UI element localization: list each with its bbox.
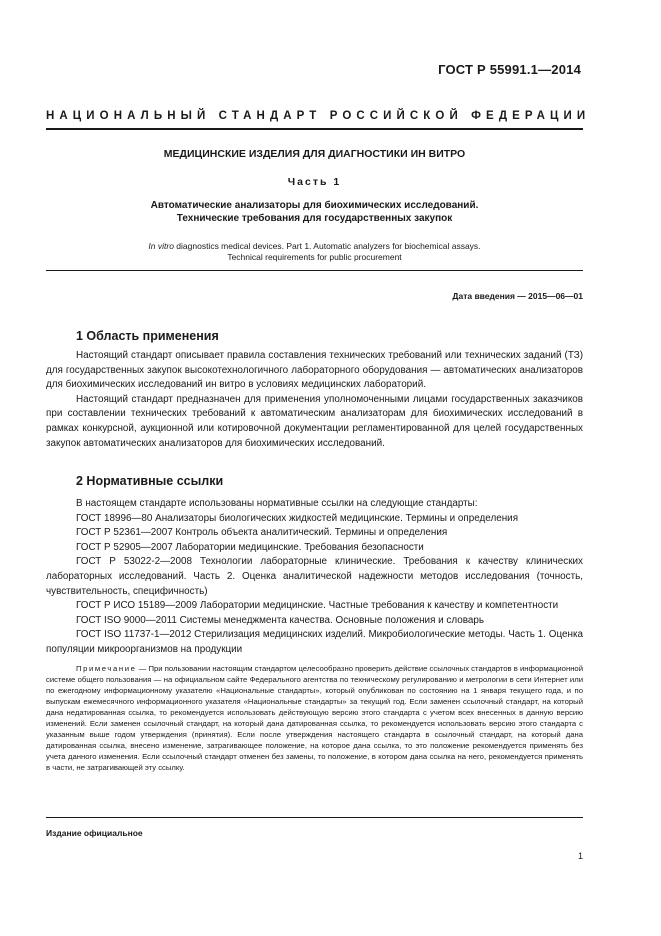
reference-note [46, 663, 583, 773]
normative-reference: ГОСТ Р 53022-2—2008 Технологии лабораторные клинические. Требования к качеству клинических лабораторных исследований. Часть 2. Оценка аналитической надежности методов исследования (точность, чувствительность, специфичность) [46, 556, 583, 597]
section-1-paragraph: Настоящий стандарт описывает правила составления технических требований или технических заданий (ТЗ) для государственных закупок высокотехнологичного лабораторного оборудования — автоматических анализаторов для биохимических исследований ин витро в условиях медицинских лабораторий. [46, 350, 583, 391]
section-1-heading: 1 Область применения [76, 329, 219, 343]
header-divider [46, 128, 583, 130]
title-divider [46, 270, 583, 271]
normative-reference: ГОСТ Р 52361—2007 Контроль объекта аналитический. Термины и определения [76, 527, 448, 539]
part-label: Часть 1 [287, 176, 342, 188]
normative-reference: ГОСТ ISO 11737-1—2012 Стерилизация медицинских изделий. Микробиологические методы. Часть 1. Оценка популяции микроорганизмов на продукции [46, 629, 583, 655]
normative-reference: ГОСТ Р ИСО 15189—2009 Лаборатории медицинские. Частные требования к качеству и компетентности [76, 600, 559, 612]
english-title-italic: In vitro [148, 241, 174, 251]
section-2-intro: В настоящем стандарте использованы нормативные ссылки на следующие стандарты: [76, 498, 478, 509]
subtitle-line-2: Технические требования для государственных закупок [176, 213, 453, 224]
english-title-line-1-rest: diagnostics medical devices. Part 1. Automatic analyzers for biochemical assays. [173, 241, 481, 251]
english-title-line-2: Technical requirements for public procurement [227, 252, 402, 262]
note-text: — При пользовании настоящим стандартом целесообразно проверить действие ссылочных стандартов в информационной системе общего пользования — на официальном сайте Федерального агентства по техническому регулированию и метрологии в сети Интернет или по ежегодному информационному указателю «Национальные стандарты», который опубликован по состоянию на 1 января текущего года, и по выпускам ежемесячного информационного указателя «Национальные стандарты» за текущий год. Если заменен ссылочный стандарт, на который дана недатированная ссылка, то рекомендуется использовать действующую версию этого стандарта с учетом всех внесенных в данную версию изменений. Если заменен ссылочный стандарт, на который дана датированная ссылка, то рекомендуется использовать версию этого стандарта с указанным выше годом утверждения (принятия). Если после утверждения настоящего стандарта в ссылочный стандарт, на который дана датированная ссылка, внесено изменение, затрагивающее положение, на которое дана ссылка, то это положение рекомендуется применять без учета данного изменения. Если ссылочный стандарт отменен без замены, то положение, в котором дана ссылка на него, рекомендуется применять в части, не затрагивающей эту ссылку. [46, 664, 584, 772]
official-edition-label: Издание официальное [46, 828, 143, 838]
normative-reference: ГОСТ 18996—80 Анализаторы биологических жидкостей медицинские. Термины и определения [76, 512, 519, 524]
normative-reference: ГОСТ Р 52905—2007 Лаборатории медицинские. Требования безопасности [76, 541, 424, 553]
note-label: Примечание [76, 664, 137, 673]
document-subtitle [46, 199, 583, 225]
english-title [46, 241, 583, 263]
section-1-paragraph: Настоящий стандарт предназначен для применения уполномоченными лицами государственных заказчиков при составлении технических требований к автоматическим анализаторам для биохимических исследований в рамках конкурсной, аукционной или котировочной документации регламентированной для целей государственных закупок автоматических анализаторов для биохимических исследований. [46, 393, 583, 449]
national-standard-banner: НАЦИОНАЛЬНЫЙ СТАНДАРТ РОССИЙСКОЙ ФЕДЕРАЦИИ [46, 110, 591, 122]
page-number: 1 [577, 851, 583, 861]
introduction-date: Дата введения — 2015—06—01 [452, 291, 583, 301]
normative-reference: ГОСТ ISO 9000—2011 Системы менеджмента качества. Основные положения и словарь [76, 614, 484, 626]
subtitle-line-1: Автоматические анализаторы для биохимических исследований. [150, 200, 479, 211]
section-1-body [46, 349, 583, 451]
document-code: ГОСТ Р 55991.1—2014 [438, 62, 581, 77]
section-2-heading: 2 Нормативные ссылки [76, 474, 224, 488]
english-title-line-1 [46, 241, 583, 252]
footer-divider [46, 817, 583, 818]
section-2-body [46, 497, 583, 658]
document-title: МЕДИЦИНСКИЕ ИЗДЕЛИЯ ДЛЯ ДИАГНОСТИКИ ИН ВИТРО [163, 148, 466, 160]
